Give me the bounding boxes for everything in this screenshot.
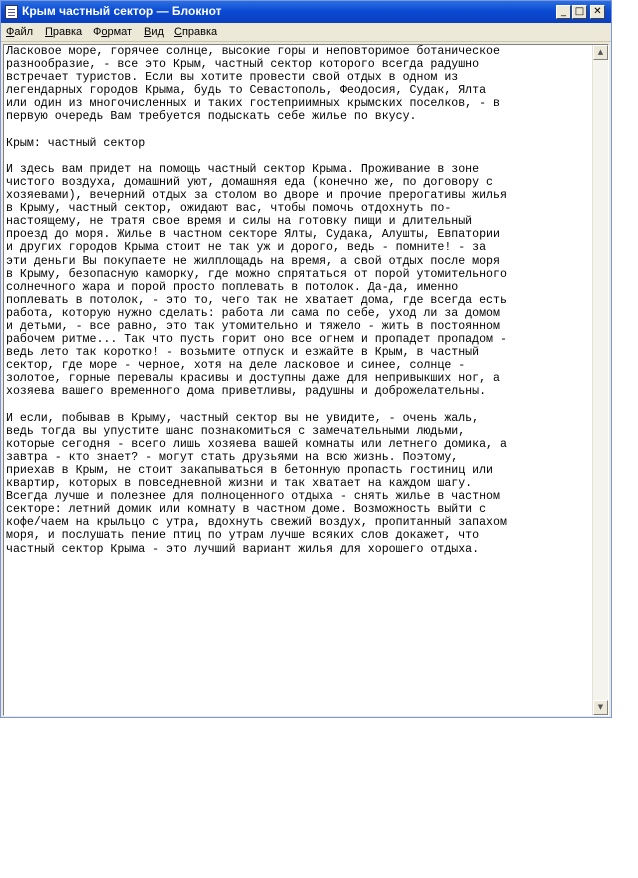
minimize-button[interactable]: _ [556,5,571,19]
scroll-up-arrow-icon[interactable]: ▲ [593,45,608,60]
menu-edit-rest: равка [52,26,83,38]
text-editor[interactable] [3,44,609,716]
menu-format[interactable] [93,26,132,38]
menu-edit-accel: П [45,26,53,38]
menu-edit[interactable] [45,26,82,38]
close-button[interactable]: ✕ [590,5,605,19]
menu-help[interactable] [174,26,217,38]
menu-view-accel: В [144,26,152,38]
menu-format-accel: о [101,26,108,38]
menu-bar [1,23,611,42]
menu-view-rest: ид [151,26,164,38]
menu-file-accel: Ф [6,26,15,38]
notepad-icon[interactable] [5,5,18,19]
title-bar[interactable] [1,1,611,23]
vertical-scrollbar[interactable] [592,45,608,715]
menu-format-rest: рмат [107,26,133,38]
maximize-button[interactable]: □ [572,5,587,19]
menu-view[interactable] [144,26,164,38]
menu-file[interactable] [6,26,33,38]
document-text[interactable]: Ласковое море, горячее солнце, высокие горы и неповторимое ботаническое разнообразие, - все это Крым, частный сектор которого всегда радушно встречает туристов. Если вы хотите провести свой отдых в одном из легендарных городов Крыма, будь то Севастополь, Феодосия, Судак, Ялта или один из многочисленных и таких гостеприимных крымских поселков, - в первую очередь Вам требуется подыскать себе жилье по вкусу. Крым: частный сектор И здесь вам придет на помощь частный сектор Крыма. Проживание в зоне чистого воздуха, домашний уют, домашняя еда (конечно же, по договору с хозяевами), вечерний отдых за столом во дворе и прочие прерогативы жилья в Крыму, частный сектор, ожидают вас, чтобы помочь отдохнуть по- настоящему, не тратя свое время и силы на готовку пищи и длительный проезд до моря. Жилье в частном секторе Ялты, Судака, Алушты, Евпатории и других городов Крыма стоит не так уж и дорого, ведь - помните! - за эти деньги Вы покупаете не жилплощадь на время, а свой отдых после моря в Крыму, безопасную каморку, где можно спрятаться от порой утомительного солнечного жара и порой просто поплевать в потолок. Да-да, именно поплевать в потолок, - это то, чего так не хватает дома, где всегда есть работа, которую нужно сделать: работа ли сама по себе, уход ли за домом и детьми, - все равно, это так утомительно и тяжело - жить в постоянном рабочем ритме... Так что пусть горит оно все огнем и пропадет пропадом - ведь лето так коротко! - возьмите отпуск и езжайте в Крым, в частный сектор, где море - черное, хотя на деле ласковое и синее, солнце - золотое, горные перевалы красивы и доступны даже для непривыкших ног, а хозяева вашего временного дома приветливы, радушны и доброжелательны. И если, побывав в Крыму, частный сектор вы не увидите, - очень жаль, ведь тогда вы упустите шанс познакомиться с замечательными людьми, которые сегодня - всего лишь хозяева вашей комнаты или летнего домика, а завтра - кто знает? - могут стать друзьями на всю жизнь. Поэтому, приехав в Крым, не стоит закапываться в бетонную пропасть гостиниц или квартир, которых в повседневной жизни и так хватает на каждом шагу. Всегда лучше и полезнее для полноценного отдыха - снять жилье в частном секторе: летний домик или комнату в частном доме. Возможность выйти с кофе/чаем на крыльцо с утра, вдохнуть свежий воздух, пропитанный запахом моря, и послушать пение птиц по утрам лучше всяких слов докажет, что частный сектор Крыма - это лучший вариант жилья для хорошего отдыха. [6,45,507,556]
menu-file-rest: айл [14,26,34,38]
scroll-down-arrow-icon[interactable]: ▼ [593,700,608,715]
menu-help-rest: правка [181,26,218,38]
menu-help-accel: С [174,26,182,38]
window-title: Крым частный сектор — Блокнот [22,4,222,18]
menu-format-pre: Ф [93,26,102,38]
